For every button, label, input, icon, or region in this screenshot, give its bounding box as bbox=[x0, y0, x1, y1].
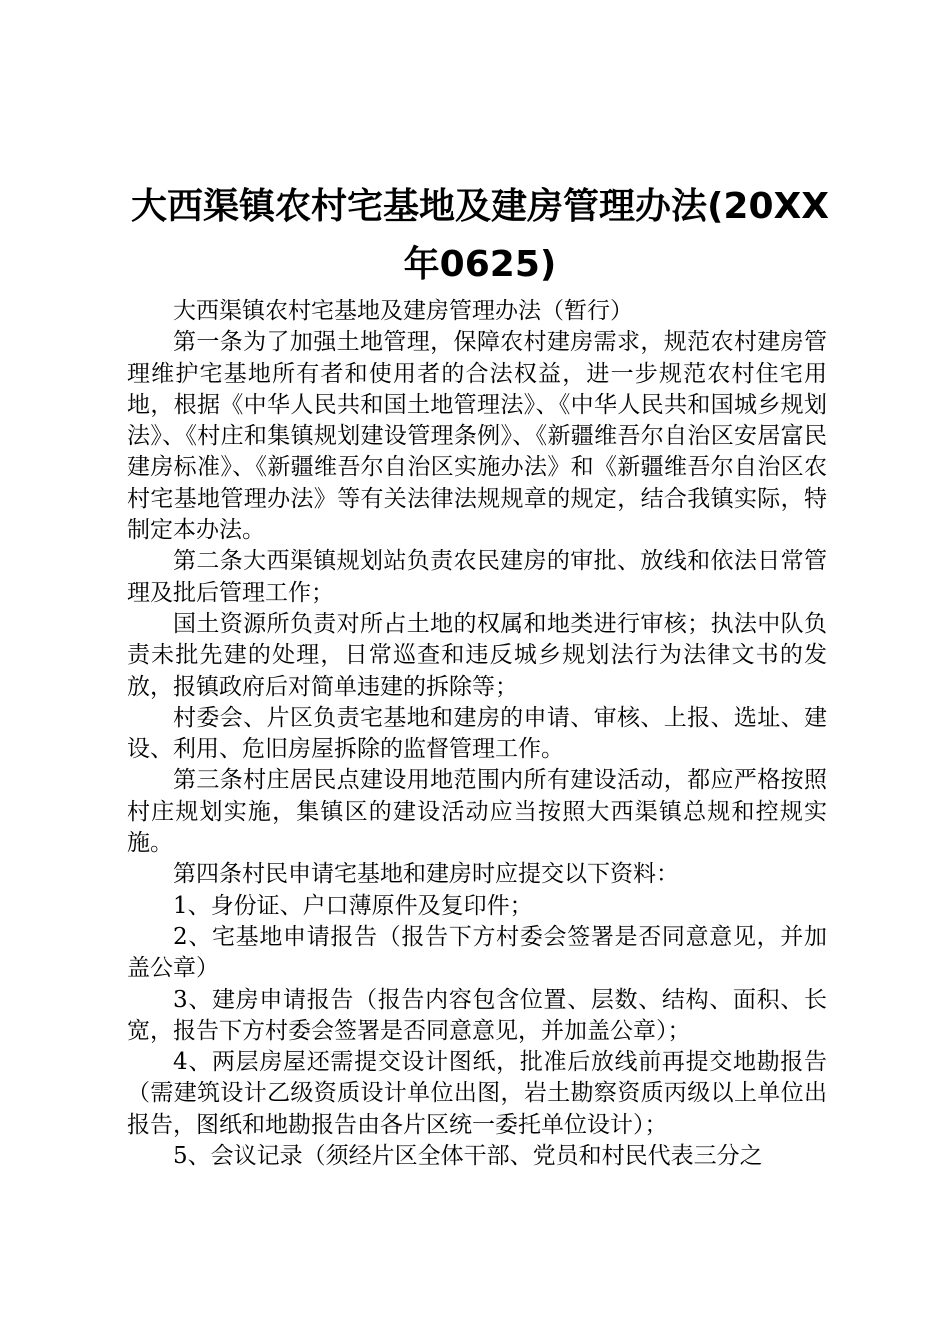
list-item-4: 4、两层房屋还需提交设计图纸，批准后放线前再提交地勘报告（需建筑设计乙级资质设计单位出图，岩土勘察资质丙级以上单位出报告，图纸和地勘报告由各片区统一委托单位设计）； bbox=[127, 1049, 827, 1138]
paragraph-village-committee: 村委会、片区负责宅基地和建房的申请、审核、上报、选址、建设、利用、危旧房屋拆除的监督管理工作。 bbox=[127, 704, 827, 763]
document-title: 大西渠镇农村宅基地及建房管理办法(20XX年0625) bbox=[130, 186, 830, 285]
paragraph-article-3: 第三条村庄居民点建设用地范围内所有建设活动，都应严格按照村庄规划实施，集镇区的建设活动应当按照大西渠镇总规和控规实施。 bbox=[127, 767, 827, 857]
paragraph-land-resources: 国土资源所负责对所占土地的权属和地类进行审核；执法中队负责未批先建的处理，日常巡查和违反城乡规划法行为法律文书的发放，报镇政府后对简单违建的拆除等； bbox=[127, 610, 827, 700]
paragraph-article-4: 第四条村民申请宅基地和建房时应提交以下资料： bbox=[173, 861, 679, 888]
paragraph-article-2: 第二条大西渠镇规划站负责农民建房的审批、放线和依法日常管理及批后管理工作； bbox=[127, 548, 827, 606]
list-item-2: 2、宅基地申请报告（报告下方村委会签署是否同意意见，并加盖公章） bbox=[127, 923, 827, 982]
paragraph-subtitle: 大西渠镇农村宅基地及建房管理办法（暂行） bbox=[173, 298, 633, 324]
list-item-5: 5、会议记录（须经片区全体干部、党员和村民代表三分之 bbox=[173, 1143, 763, 1170]
list-item-1: 1、身份证、户口薄原件及复印件； bbox=[173, 892, 533, 919]
paragraph-article-1: 第一条为了加强土地管理，保障农村建房需求，规范农村建房管理维护宅基地所有者和使用者的合法权益，进一步规范农村住宅用地，根据《中华人民共和国土地管理法》、《中华人民共和国城乡规划法》、《村庄和集镇规划建设管理条例》、《新疆维吾尔自治区安居富民建房标准》、《新疆维吾尔自治区实施办法》和《新疆维吾尔自治区农村宅基地管理办法》等有关法律法规规章的规定，结合我镇实际，特制定本办法。 bbox=[127, 329, 827, 544]
document-body bbox=[127, 296, 827, 1172]
list-item-3: 3、建房申请报告（报告内容包含位置、层数、结构、面积、长宽，报告下方村委会签署是否同意意见，并加盖公章）； bbox=[127, 986, 827, 1044]
